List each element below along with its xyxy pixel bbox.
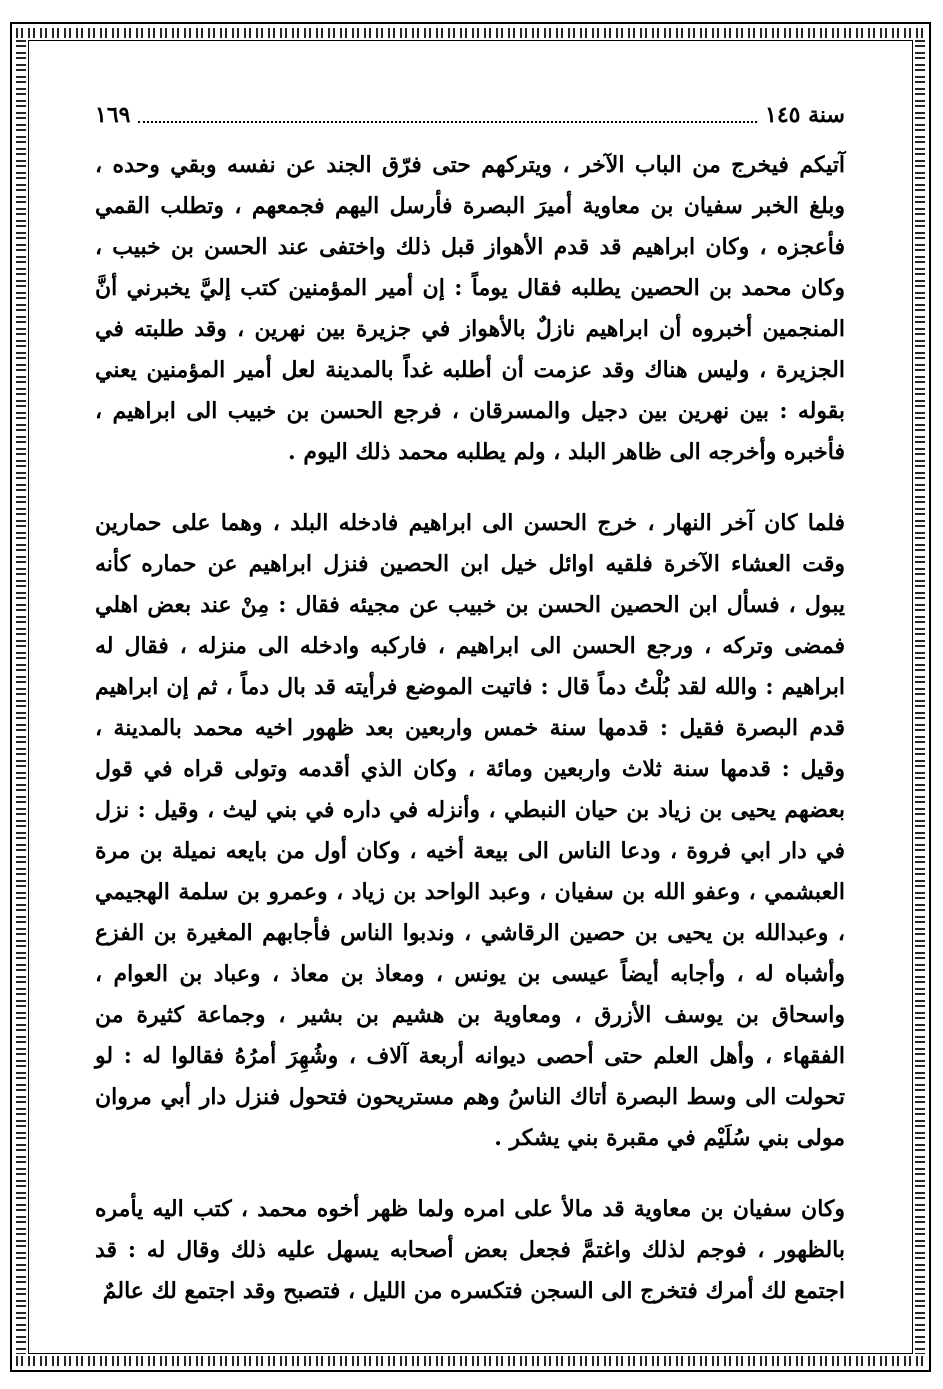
body-text: [95, 145, 845, 1312]
header-dotted-leader: [138, 107, 757, 123]
decorative-border-top: [16, 28, 925, 38]
decorative-border-left: [16, 40, 26, 1354]
paragraph-1: آتيكم فيخرج من الباب الآخر ، ويتركهم حتى فرّق الجند عن نفسه وبقي وحده ، وبلغ الخبر سفيان بن معاوية أميرَ البصرة فأرسل اليهم فجمعهم ، وتطلب القمي فأعجزه ، وكان ابراهيم قد قدم الأهواز قبل ذلك واختفى عند الحسن بن خبيب ، وكان محمد بن الحصين يطلبه فقال يوماً : إن أمير المؤمنين كتب إليَّ يخبرني أنَّ المنجمين أخبروه أن ابراهيم نازلٌ بالأهواز في جزيرة بين نهرين ، وقد طلبته في الجزيرة ، وليس هناك وقد عزمت أن أطلبه غداً بالمدينة لعل أمير المؤمنين يعني بقوله : بين نهرين بين دجيل والمسرقان ، فرجع الحسن بن خبيب الى ابراهيم ، فأخبره وأخرجه الى ظاهر البلد ، ولم يطلبه محمد ذلك اليوم .: [95, 152, 845, 465]
paragraph-3: وكان سفيان بن معاوية قد مالأ على امره ولما ظهر أخوه محمد ، كتب اليه يأمره بالظهور ، فوجم لذلك واغتمَّ فجعل بعض أصحابه يسهل عليه ذلك وقال له : قد اجتمع لك أمرك فتخرج الى السجن فتكسره من الليل ، فتصبح وقد اجتمع لك عالمٌ: [95, 1196, 845, 1304]
year-heading: سنة ١٤٥: [765, 102, 845, 128]
decorative-border-bottom: [16, 1356, 925, 1366]
decorative-border-right: [915, 40, 925, 1354]
page-number: ١٦٩: [95, 102, 131, 128]
page-header: [95, 95, 845, 135]
paragraph-2: فلما كان آخر النهار ، خرج الحسن الى ابراهيم فادخله البلد ، وهما على حمارين وقت العشاء الآخرة فلقيه اوائل خيل ابن الحصين فنزل ابراهيم عن حماره كأنه يبول ، فسأل ابن الحصين الحسن بن خبيب عن مجيئه فقال : مِنْ عند بعض اهلي فمضى وتركه ، ورجع الحسن الى ابراهيم ، فاركبه وادخله الى منزله ، فقال له ابراهيم : والله لقد بُلْتُ دماً قال : فاتيت الموضع فرأيته قد بال دماً ، ثم إن ابراهيم قدم البصرة فقيل : قدمها سنة خمس واربعين بعد ظهور اخيه محمد بالمدينة ، وقيل : قدمها سنة ثلاث واربعين ومائة ، وكان الذي أقدمه وتولى قراه في قول بعضهم يحيى بن زياد بن حيان النبطي ، وأنزله في داره في بني ليث ، وقيل : نزل في دار ابي فروة ، ودعا الناس الى بيعة أخيه ، وكان أول من بايعه نميلة بن مرة العبشمي ، وعفو الله بن سفيان ، وعبد الواحد بن زياد ، وعمرو بن سلمة الهجيمي ، وعبدالله بن يحيى بن حصين الرقاشي ، وندبوا الناس فأجابهم المغيرة بن الفزع وأشباه له ، وأجابه أيضاً عيسى بن يونس ، ومعاذ بن معاذ ، وعباد بن العوام ، واسحاق بن يوسف الأزرق ، ومعاوية بن هشيم بن بشير ، وجماعة كثيرة من الفقهاء ، وأهل العلم حتى أحصى ديوانه أربعة آلاف ، وشُهِرَ أمرُهُ فقالوا له : لو تحولت الى وسط البصرة أتاك الناسُ وهم مستريحون فتحول فنزل دار أبي مروان مولى بني سُلَيْم في مقبرة بني يشكر .: [95, 510, 845, 1151]
